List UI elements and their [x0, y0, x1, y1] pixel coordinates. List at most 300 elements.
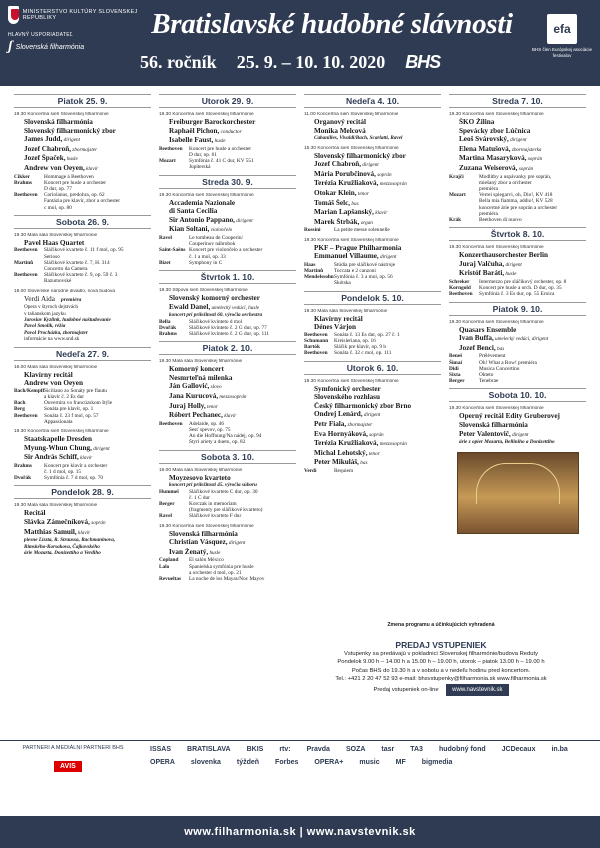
concert-block [14, 112, 151, 211]
work-row [159, 164, 296, 170]
performer-line [304, 160, 441, 170]
performer-line [304, 458, 441, 468]
performer-role: umelecký vedúci, husle [210, 304, 260, 311]
partner-logo: OPERA [150, 759, 175, 766]
performer-name: Slovenský filharmonický zbor [314, 151, 406, 160]
efa-block [529, 14, 595, 58]
performer-line [159, 216, 296, 226]
composer: Sixta [449, 371, 461, 378]
tickets-online-label: Predaj vstupeniek on-line [373, 686, 439, 693]
premiere-tag: premiéra [60, 296, 82, 303]
work-title: Bella mia fiamma, addio!, KV 528 [479, 198, 553, 205]
filharmonia-name: Slovenská filharmónia [15, 43, 85, 51]
concert-venue: 19.30 Koncertná sieň Slovenskej filharmónie [159, 192, 254, 198]
performer-role: conductor [219, 128, 242, 135]
concert-note: koncert pri príležitosti 45. výročia súboru [169, 482, 257, 489]
composer: Mozart [449, 192, 466, 199]
performer-line [449, 269, 586, 279]
work-title: Sláčik pre klavír, op. 9 b [334, 344, 387, 351]
work-title: Štúdia pre sláčikové nástroje [334, 261, 396, 268]
performer-name: Martina Masaryková, [459, 154, 527, 163]
composer: Ravel [159, 234, 172, 241]
work-title: Sláčikové kvarteto č. 7, H. 314 [44, 259, 110, 266]
concert-block [449, 320, 586, 385]
work-row [159, 513, 296, 519]
performer-line [14, 435, 151, 444]
performer-line [304, 449, 441, 459]
concert-block [159, 112, 296, 171]
program-column-3 [304, 92, 441, 732]
concert-note: koncert pri príležitosti 60. výročia orchestra [169, 312, 263, 319]
performer-name: Moyzesovo kvarteto [169, 473, 231, 482]
program-grid [14, 92, 586, 732]
concert-block [159, 359, 296, 445]
performer-name: Operný recitál Edity Gruberovej [459, 412, 560, 421]
composer: Bach/Kempff [14, 387, 45, 394]
performer-role: mezzosoprán [378, 441, 407, 448]
composer: Beethoven [159, 145, 183, 152]
performer-role: soprán [367, 431, 384, 438]
concert-block [159, 288, 296, 337]
performer-line [304, 430, 441, 440]
composer: Mendelssohn [304, 274, 334, 281]
work-row [14, 475, 151, 481]
tickets-block [300, 640, 582, 740]
partner-logo: music [359, 759, 380, 766]
program-change-note: Zmena programu a účinkujúcich vyhradená [387, 622, 495, 628]
avis-logo: AVIS [54, 761, 82, 772]
performer-name: Slovenský komorný orchester [169, 293, 260, 302]
performer-name: Slovenská filharmónia [459, 420, 528, 429]
work-title: Symfónia č. 41 C dur, KV 551 [189, 158, 254, 165]
concert-venue: 11.00 Koncertná sieň Slovenskej filharmónie [304, 112, 399, 117]
tickets-info: Vstupenky sa predávajú v pokladnici Slovenskej filharmónie/budova Reduty [344, 651, 538, 657]
efa-logo: efa [547, 14, 577, 44]
composer: Bartók [304, 344, 320, 351]
work-title: D dur, op. 61 [189, 151, 217, 158]
work-title: Siciliano zo Sonáty pre flautu [44, 387, 107, 394]
concert-venue: 18.00 Slovenské národné divadlo, nová budova [14, 288, 116, 294]
navstevnik-link[interactable]: www.navstevnik.sk [446, 684, 508, 696]
performer-name: Marek Štrbák, [314, 217, 360, 226]
concert-note: Opera v štyroch dejstvách [24, 304, 79, 311]
composer: Beethoven [14, 192, 38, 199]
performer-name: Organový recitál [314, 118, 366, 126]
footer-bar [0, 816, 600, 848]
work-title: Koncert pre klavír a orchester [44, 462, 108, 469]
ministry-name: MINISTERSTVO KULTÚRY SLOVENSKEJ REPUBLIKY [22, 8, 138, 21]
work-title: Adelaide, op. 46 [189, 420, 225, 427]
work-title: La petite messe solennelle [334, 227, 390, 234]
performer-name: Sir András Schiff, [24, 453, 79, 462]
program-column-4 [449, 92, 586, 732]
concert-block [159, 468, 296, 520]
performer-name: ŠKO Žilina [459, 118, 495, 126]
work-row [159, 331, 296, 337]
partner-logo: SOZA [345, 746, 366, 753]
composer: Schumann [304, 337, 329, 344]
performer-line [449, 118, 586, 127]
concert-block [14, 233, 151, 285]
performer-line [304, 244, 441, 253]
performer-line [14, 453, 151, 463]
performer-role: zbormajsterka [510, 146, 542, 153]
performer-name: Monika Melcová [314, 126, 366, 135]
day-header: Piatok 25. 9. [14, 94, 151, 108]
work-title: premiéra [479, 185, 498, 192]
performer-name: Klavírny recitál [314, 314, 363, 323]
performer-line [449, 430, 586, 440]
performer-line [304, 393, 441, 402]
performer-role: dirigent [62, 137, 81, 144]
work-title: Symphony in C [189, 259, 223, 266]
performer-name: Juraj Holly, [169, 401, 206, 410]
performer-name: Emmanuel Villaume, [314, 252, 379, 261]
performer-line [14, 295, 151, 305]
composer: Brahms [14, 462, 32, 469]
composer: Brahms [14, 179, 32, 186]
filharmonia-mark-icon: ʃ [8, 39, 13, 54]
performer-line [304, 208, 441, 218]
performer-role: klavír [222, 413, 237, 420]
performer-name: Christian Vásquez, [169, 538, 228, 547]
performer-role: dirigent [234, 217, 253, 224]
performer-line [159, 402, 296, 412]
work-title: Coriolanus, predohra, op. 62 [44, 192, 105, 199]
work-title: Verrei spiegarvi, oh, Dio!, KV 418 [479, 192, 553, 199]
festival-dates: 25. 9. – 10. 10. 2020 [236, 52, 386, 72]
performer-name: Ewald Danel, [169, 302, 211, 311]
performer-name: Quasars Ensemble [459, 325, 517, 334]
composer: Korngold [449, 285, 471, 292]
performer-line [14, 154, 151, 164]
header-bar [0, 0, 600, 86]
work-title: Jupiterská [189, 164, 211, 171]
partner-logo: rtv: [279, 746, 291, 753]
performer-name: Raphaël Pichon, [169, 126, 220, 135]
composer: Šimai [449, 359, 462, 366]
work-row [14, 419, 151, 425]
performer-role: dirigent [510, 431, 529, 438]
performer-name: Slovenského rozhlasu [314, 393, 380, 402]
work-title: Štyri ariety a dueto, op. 82 [189, 439, 246, 446]
performer-role: tenor [205, 403, 218, 410]
work-title: (fragmenty pre sláčikové kvarteto) [189, 507, 263, 514]
performer-line [304, 170, 441, 180]
concert-block [304, 379, 441, 475]
day-header: Pondelok 28. 9. [14, 485, 151, 499]
work-title: Le tombeau de Couperin/ [189, 234, 243, 241]
concert-block [304, 112, 441, 142]
performer-name: Slovenská filharmónia [24, 118, 93, 126]
performer-role: husle [213, 138, 226, 145]
performer-line [304, 252, 441, 262]
performer-line [449, 251, 586, 260]
partner-logo: OPERA+ [314, 759, 344, 766]
work-title: Hommage à Beethoven [44, 173, 94, 180]
work-title: Sláčikové kvarteto F dur [189, 513, 242, 520]
performer-name: Recitál [24, 509, 46, 518]
performer-line [159, 303, 296, 313]
performer-line [159, 294, 296, 303]
work-title: premiéra [479, 210, 498, 217]
tickets-title: PREDAJ VSTUPENIEK [395, 640, 487, 650]
performer-line [14, 444, 151, 454]
concert-hall-photo [457, 452, 579, 534]
performer-role: dirigent [508, 137, 527, 144]
performer-name: Kian Soltani, [169, 225, 210, 234]
concert-block [14, 429, 151, 481]
concert-venue: 19.30 Koncertná sieň Slovenskej filharmónie [14, 429, 109, 435]
performer-line [304, 152, 441, 161]
composer [159, 439, 189, 445]
composer: Bizet [159, 259, 171, 266]
performer-line [14, 371, 151, 380]
partner-logo: MF [395, 759, 406, 766]
performer-line [159, 199, 296, 208]
festival-title: Bratislavské hudobné slávnosti [151, 8, 513, 40]
performer-name: Český filharmonický zbor Brno [314, 401, 412, 410]
performer-line [159, 411, 296, 421]
composer: Beneš [449, 353, 463, 360]
partner-logo: JCDecaux [501, 746, 536, 753]
work-title: Koncert pre husle a orchester [44, 179, 107, 186]
day-header: Streda 7. 10. [449, 94, 586, 108]
footer-urls[interactable]: www.filharmonia.sk | www.navstevnik.sk [184, 826, 416, 838]
work-row [449, 378, 586, 384]
performer-name: Ivan Buffa, [459, 334, 494, 343]
day-header: Streda 30. 9. [159, 175, 296, 189]
day-header: Sobota 10. 10. [449, 388, 586, 402]
performer-line [14, 145, 151, 155]
performer-name: Róbert Pechanec, [169, 411, 223, 420]
work-row [159, 576, 296, 582]
partner-logo: Forbes [275, 759, 299, 766]
work-title: El salón México [189, 557, 224, 564]
performer-name: Accademia Nazionale [169, 198, 236, 207]
performer-name: Zuzana Weiserová, [459, 163, 518, 172]
composer: Mozart [159, 158, 176, 165]
composer: Saint-Saëns [159, 247, 186, 254]
performer-name: di Santa Cecilia [169, 207, 218, 216]
work-title: Symfónia č. 3 a mol, op. 56 [334, 274, 393, 281]
performer-name: Ondrej Lenárd, [314, 410, 363, 419]
work-title: Fantázia pre klavír, zbor a orchester [44, 198, 120, 205]
composer: Beethoven [304, 350, 328, 357]
performer-name: Terézia Kružliaková, [314, 179, 379, 188]
efa-note: BHS člen Európskej asociácie festivalov [531, 47, 593, 58]
work-title: Koncert pre husle a orchester [189, 145, 252, 152]
partner-logo: hudobný fond [438, 746, 486, 753]
performer-role: violončelo [209, 227, 233, 234]
performer-role: klavír [373, 210, 388, 217]
performer-role: dirigent [504, 261, 522, 268]
program-column-2 [159, 92, 296, 732]
performer-line [159, 382, 296, 392]
concert-venue: 19.30 Koncertná sieň Slovenskej filharmónie [159, 523, 254, 529]
work-title: Symfónia č. 7 d mol, op. 70 [44, 475, 103, 482]
work-title: Sláčikové kvinteto č. 2 G dur, op. 77 [189, 324, 267, 331]
day-header: Nedeľa 27. 9. [14, 347, 151, 361]
work-title: Korczak in memoriam [189, 500, 237, 507]
performer-role: mezzosoprán [218, 393, 247, 400]
performer-line [304, 315, 441, 324]
performer-line [14, 379, 151, 388]
performer-role: klavír [84, 165, 99, 172]
performer-role: dirigent [361, 162, 379, 169]
partner-logo: in.ba [551, 746, 568, 753]
concert-note: informácie na www.snd.sk [24, 336, 80, 343]
day-header: Piatok 9. 10. [449, 302, 586, 316]
performer-role: bas [358, 460, 368, 467]
composer: Rossini [304, 227, 321, 234]
day-header: Štvrtok 1. 10. [159, 270, 296, 284]
performer-line [14, 518, 151, 528]
performer-line [449, 326, 586, 335]
composer: Bella [159, 318, 171, 325]
work-title: An die Hoffnung/Na nádej, op. 94 [189, 433, 262, 440]
filharmonia-logo [8, 41, 138, 53]
performer-name: PKF – Prague Philharmonia [314, 243, 402, 252]
work-title: č. 1 d mol, op. 15 [44, 469, 82, 476]
performer-line [449, 127, 586, 136]
partner-logo: tasr [381, 746, 395, 753]
performer-name: Michal Lehotský, [314, 448, 368, 457]
performer-name: Komorný koncert [169, 365, 224, 374]
performer-line [159, 392, 296, 402]
composer: Copland [159, 557, 179, 564]
work-title: Koncert pre husle a orch. D dur, op. 35 [479, 285, 562, 292]
partner-logo: bigmedia [421, 759, 453, 766]
performer-line [159, 118, 296, 127]
performer-line [449, 145, 586, 155]
composer: Dvořák [14, 475, 32, 482]
performer-name: Freiburger Barockorchester [169, 118, 256, 126]
work-title: Couperinov náhrobok [189, 241, 236, 248]
work-title: Sláčikové kvarteto č. 9, op. 59 č. 3 [44, 272, 118, 279]
performer-role: slovo [209, 384, 222, 391]
day-header: Utorok 29. 9. [159, 94, 296, 108]
composer: Bach [14, 400, 26, 407]
performer-role: tenor [367, 450, 380, 457]
partners-strip [0, 740, 600, 816]
performer-role: soprán [517, 165, 534, 172]
performer-line [449, 260, 586, 270]
performer-line [304, 199, 441, 209]
concert-venue: 19.30 Koncertná sieň Slovenskej filharmónie [304, 237, 399, 243]
work-title: č. 1 a mol, op. 33 [189, 253, 226, 260]
composer: Verdi [304, 467, 317, 474]
partner-logo: Pravda [306, 746, 330, 753]
concert-venue: 19.30 Malá sála Slovenskej filharmónie [14, 503, 98, 509]
work-title: Kreisleriana, op. 16 [334, 337, 376, 344]
performer-name: Elena Matušová, [459, 144, 511, 153]
composer: Ravel [159, 513, 172, 520]
performer-role: bas [350, 200, 359, 207]
concert-note: piesne Liszta, R. Straussa, Rachmaninova, [24, 537, 116, 544]
concert-venue: 19.30 Koncertná sieň Slovenskej filharmónie [304, 378, 399, 384]
composer [14, 205, 44, 211]
composer: Revueltas [159, 575, 182, 582]
performer-name: Leoš Svárovský, [459, 135, 509, 144]
concert-venue: 19.30 Malá sála Slovenskej filharmónie [14, 232, 98, 238]
day-header: Utorok 6. 10. [304, 361, 441, 375]
tickets-contact: Tel.: +421 2 20 47 52 93 e-mail: bhsvstupenky@filharmonia.sk www.filharmonia.sk [335, 676, 547, 683]
partner-logo: TA3 [410, 746, 423, 753]
performer-name: Dénes Várjon [314, 323, 356, 332]
performer-name: Peter Mikuláš, [314, 458, 359, 467]
concert-note: árie Mozarta, Donizettiho a Verdiho [24, 550, 101, 557]
performer-line [159, 474, 296, 483]
work-title: Ouvertúra vo francúzskom štýle [44, 400, 113, 407]
concert-note: Cabanilles, Vivaldi/Bach, Scarlatti, Ravel [314, 135, 403, 142]
performer-name: Slávka Zámečníková, [24, 518, 90, 527]
work-title: Sláčikové kvarteto č. 11 f mol, op. 95 [44, 247, 124, 254]
performer-line [449, 135, 586, 145]
tickets-hours: Pondelok 9.00 h – 14.00 h a 15.00 h – 19.00 h, utorok – piatok 13.00 h – 19.00 h [337, 659, 545, 666]
work-title: koncertné árie pre soprán a orchester [479, 204, 558, 211]
work-title: a klavír č. 2 Es dur [44, 394, 85, 401]
work-title: Symfónia č. 3 Es dur, op. 55 Eroica [479, 291, 555, 298]
performer-name: Ivan Ženatý, [169, 547, 209, 556]
work-title: Musica Concertino [479, 365, 520, 372]
performer-name: Slovenský filharmonický zbor [24, 126, 116, 135]
performer-role: dirigent [362, 412, 381, 419]
performer-line [304, 420, 441, 430]
work-title: Šesť spevov, op. 75 [189, 426, 231, 433]
performer-role: tenor [356, 190, 369, 197]
concert-venue: 19.30 Malá sála Slovenskej filharmónie [304, 308, 388, 314]
performer-name: Mária Porubčinová, [314, 169, 376, 178]
concert-venue: 19.30 Koncertná sieň Slovenskej filharmónie [449, 319, 544, 325]
performer-name: Nesmrteľná milenka [169, 373, 233, 382]
performer-role: bas [495, 345, 505, 352]
performer-name: Symfonický orchester [314, 384, 381, 393]
performer-name: Konzerthausorchester Berlin [459, 251, 548, 260]
composer: Krajči [449, 173, 464, 180]
performer-role: organ [359, 219, 373, 226]
performer-role: dirigent [227, 540, 246, 547]
performer-line [304, 218, 441, 228]
composer: Beethoven [449, 291, 473, 298]
concert-venue: 19.30 Malá sála Slovenskej filharmónie [159, 359, 243, 365]
performer-role: klavír [76, 529, 91, 536]
composer: Martinů [304, 267, 324, 274]
performer-role: mezzosoprán [378, 181, 407, 188]
work-title: Škótska [334, 280, 351, 287]
composer: Berger [449, 378, 465, 385]
concert-note: Pavol Smolík, réžia [24, 323, 66, 330]
work-title: miešaný zbor a orchester [479, 179, 532, 186]
work-title: Sonáta č. 32 c mol, op. 111 [334, 350, 392, 357]
work-row [304, 468, 441, 474]
concert-venue: 16.00 Malá sála Slovenskej filharmónie [14, 364, 98, 370]
performer-name: Jozef Chabroň, [24, 144, 71, 153]
concert-note: Rimského-Korsakova, Čajkovského [24, 543, 100, 550]
performer-name: Myung-Whun Chung, [24, 443, 92, 452]
composer: Martinů [14, 259, 34, 266]
work-title: Requiem [334, 467, 354, 474]
performer-line [449, 164, 586, 174]
performer-role: husle [65, 156, 78, 163]
composer [14, 419, 44, 425]
concert-venue: 15.30 Koncertná sieň Slovenskej filharmónie [304, 145, 399, 151]
composer: Dvořák [159, 324, 177, 331]
work-row [14, 205, 151, 211]
performer-role: soprán [375, 171, 392, 178]
work-row [449, 291, 586, 297]
composer: Lalo [159, 563, 170, 570]
